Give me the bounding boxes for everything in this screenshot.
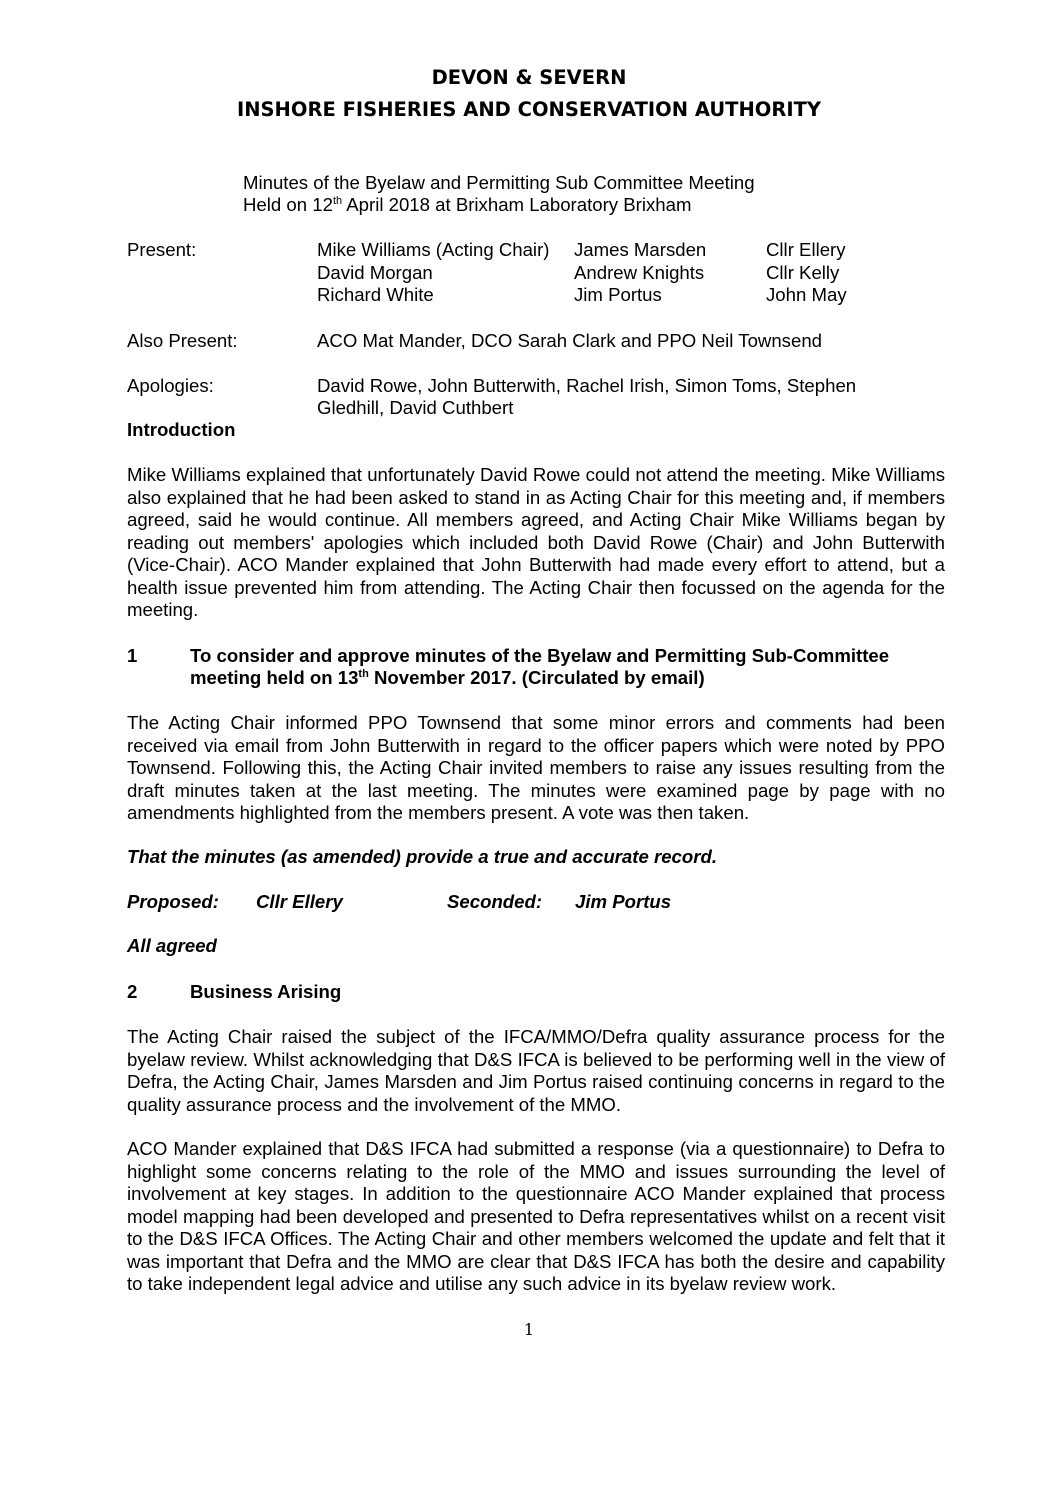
present-label: Present: bbox=[127, 239, 197, 260]
org-name-line1: DEVON & SEVERN bbox=[431, 66, 627, 89]
present-name: Richard White bbox=[317, 284, 434, 305]
apologies-line: Gledhill, David Cuthbert bbox=[317, 397, 514, 418]
meeting-held: Held on 12th April 2018 at Brixham Laboratory Brixham bbox=[243, 194, 692, 215]
proposed-name: Cllr Ellery bbox=[256, 891, 343, 912]
item2-number: 2 bbox=[127, 981, 138, 1002]
also-present-text: ACO Mat Mander, DCO Sarah Clark and PPO Neil Townsend bbox=[317, 330, 822, 351]
meeting-title: Minutes of the Byelaw and Permitting Sub Committee Meeting bbox=[243, 172, 755, 193]
present-name: James Marsden bbox=[574, 239, 707, 260]
item1-title-line1: To consider and approve minutes of the Byelaw and Permitting Sub-Committee bbox=[190, 645, 890, 666]
apologies-label: Apologies: bbox=[127, 375, 214, 396]
introduction-paragraph: Mike Williams explained that unfortunately David Rowe could not attend the meeting. Mike Williams also explained that he had been asked to stand in as Acting Chair for this meeting and, if members agreed, said he would continue. All members agreed, and Acting Chair Mike Williams began by reading out members' apologies which included both David Rowe (Chair) and John Butterwith (Vice-Chair). ACO Mander explained that John Butterwith had made every effort to attend, but a health issue prevented him from attending. The Acting Chair then focussed on the agenda for the meeting. bbox=[127, 464, 945, 620]
seconded-name: Jim Portus bbox=[575, 891, 672, 912]
also-present-label: Also Present: bbox=[127, 330, 238, 351]
present-name: Jim Portus bbox=[574, 284, 662, 305]
item1-outcome: All agreed bbox=[127, 935, 217, 956]
item1-resolution: That the minutes (as amended) provide a true and accurate record. bbox=[127, 846, 717, 867]
item1-title-line2: meeting held on 13th November 2017. (Circulated by email) bbox=[190, 667, 705, 688]
present-name: Andrew Knights bbox=[574, 262, 705, 283]
page-number: 1 bbox=[523, 1320, 535, 1339]
item2-paragraph-1: The Acting Chair raised the subject of the IFCA/MMO/Defra quality assurance process for the byelaw review. Whilst acknowledging that D&S IFCA is believed to be performing well in the view of Defra, the Acting Chair, James Marsden and Jim Portus raised continuing concerns in regard to the quality assurance process and the involvement of the MMO. bbox=[127, 1026, 945, 1115]
introduction-heading: Introduction bbox=[127, 419, 236, 440]
item1-paragraph: The Acting Chair informed PPO Townsend that some minor errors and comments had been received via email from John Butterwith in regard to the officer papers which were noted by PPO Townsend. Following this, the Acting Chair invited members to raise any issues resulting from the draft minutes taken at the last meeting. The minutes were examined page by page with no amendments highlighted from the members present. A vote was then taken. bbox=[127, 712, 945, 823]
present-name: Cllr Kelly bbox=[766, 262, 840, 283]
present-name: David Morgan bbox=[317, 262, 433, 283]
item2-paragraph-2: ACO Mander explained that D&S IFCA had submitted a response (via a questionnaire) to Defra to highlight some concerns relating to the role of the MMO and issues surrounding the level of involvement at key stages. In addition to the questionnaire ACO Mander explained that process model mapping had been developed and presented to Defra representatives whilst on a recent visit to the D&S IFCA Offices. The Acting Chair and other members welcomed the update and felt that it was important that Defra and the MMO are clear that D&S IFCA has both the desire and capability to take independent legal advice and utilise any such advice in its byelaw review work. bbox=[127, 1138, 945, 1294]
seconded-label: Seconded: bbox=[447, 891, 543, 912]
org-name-line2: INSHORE FISHERIES AND CONSERVATION AUTHORITY bbox=[236, 98, 822, 121]
present-name: John May bbox=[766, 284, 847, 305]
item2-title: Business Arising bbox=[190, 981, 342, 1002]
proposed-label: Proposed: bbox=[127, 891, 219, 912]
present-name: Mike Williams (Acting Chair) bbox=[317, 239, 550, 260]
present-name: Cllr Ellery bbox=[766, 239, 846, 260]
item1-number: 1 bbox=[127, 645, 138, 666]
apologies-line: David Rowe, John Butterwith, Rachel Irish, Simon Toms, Stephen bbox=[317, 375, 857, 396]
